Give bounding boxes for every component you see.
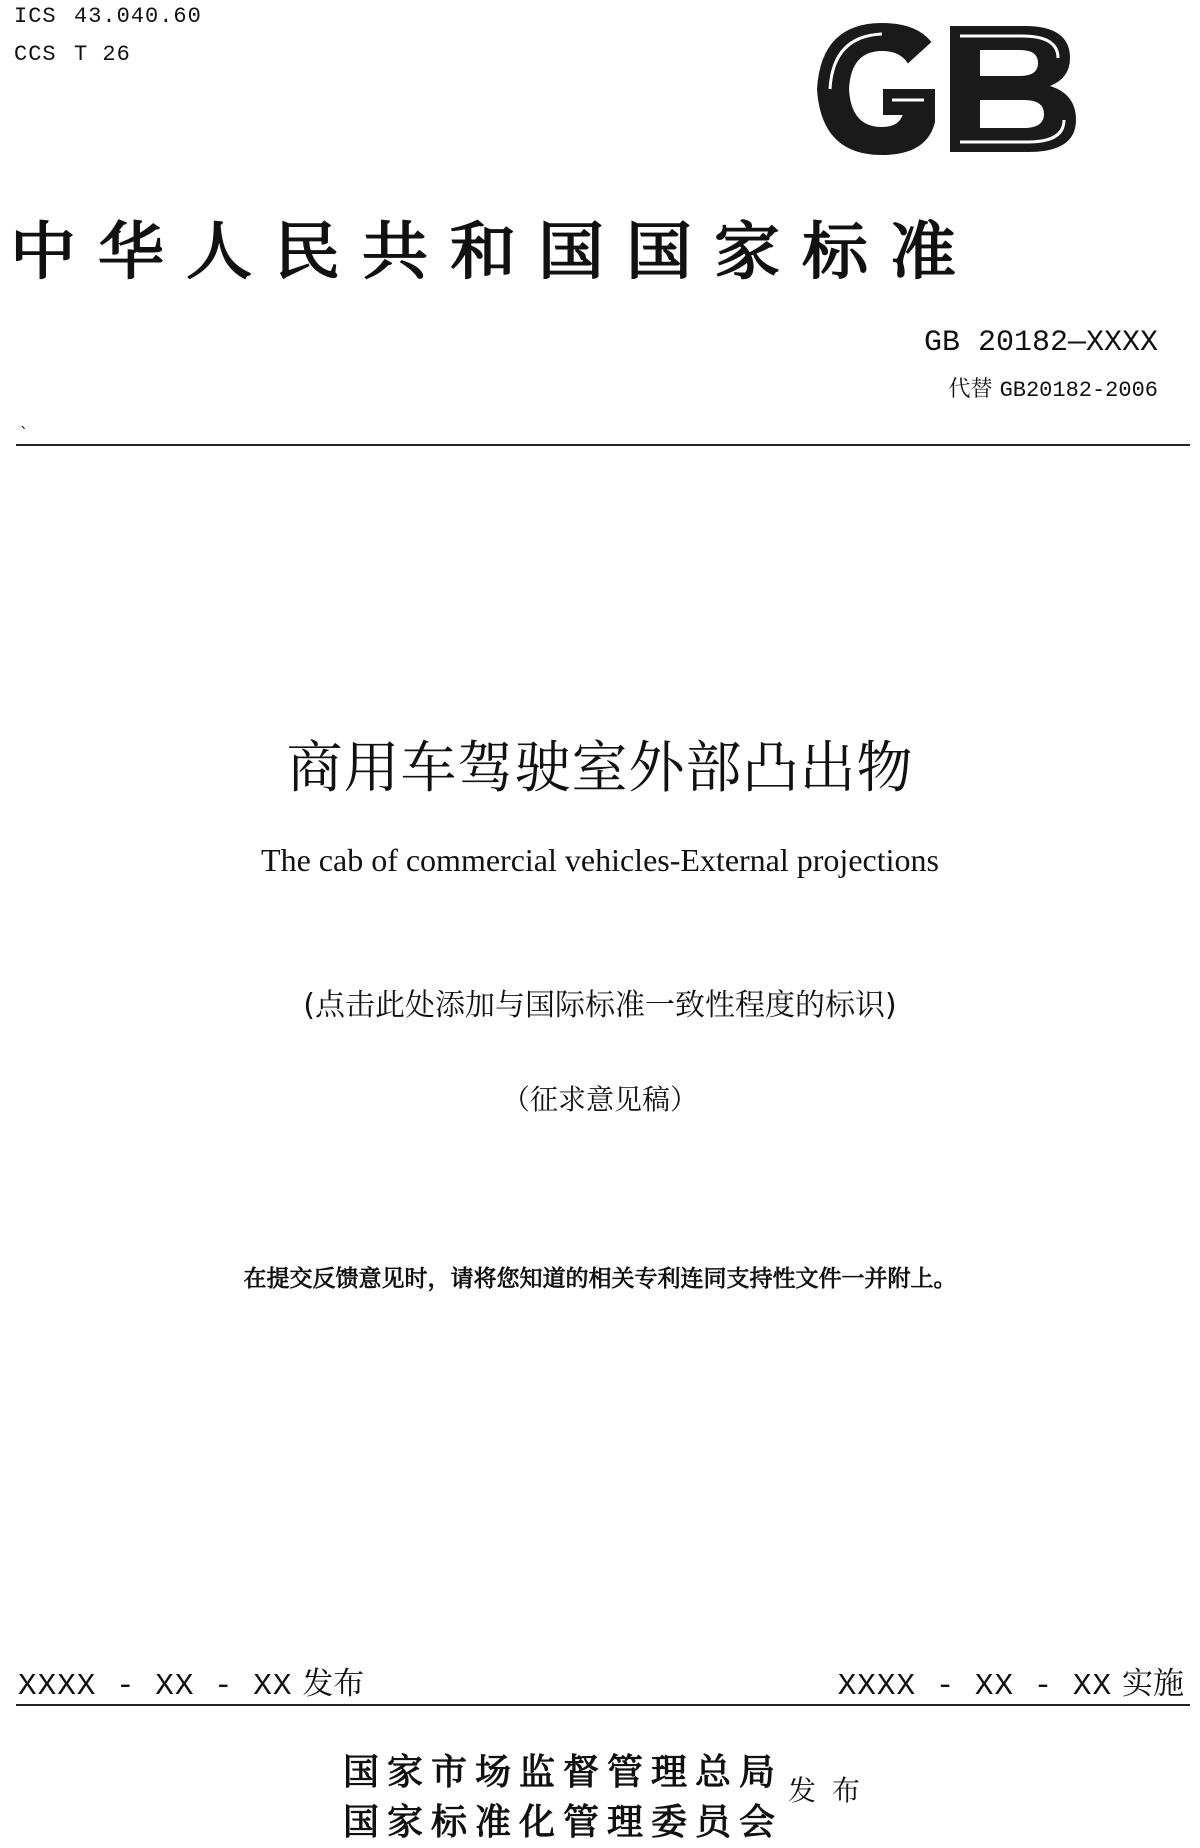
ccs-value: T 26 bbox=[74, 42, 131, 67]
national-standard-title: 中华人民共和国国家标准 bbox=[10, 214, 978, 289]
issue-label: 发布 bbox=[788, 1774, 877, 1807]
title-english: The cab of commercial vehicles-External projections bbox=[261, 842, 939, 878]
ccs-code bbox=[14, 42, 131, 67]
implement-date-label: 实施 bbox=[1122, 1666, 1184, 1702]
tick-mark: ` bbox=[20, 424, 28, 443]
implement-date-value: XXXX - XX - XX bbox=[837, 1669, 1113, 1704]
replaces-code: GB20182-2006 bbox=[999, 378, 1158, 403]
issuer-samr: 国家市场监督管理总局 bbox=[343, 1751, 784, 1793]
international-consistency-note[interactable]: (点击此处添加与国际标准一致性程度的标识) bbox=[303, 988, 897, 1023]
publish-date-label: 发布 bbox=[302, 1666, 365, 1702]
footer-divider bbox=[16, 1704, 1190, 1706]
replaces-label: 代替 bbox=[948, 377, 993, 402]
issuer-sac: 国家标准化管理委员会 bbox=[343, 1801, 784, 1843]
title-chinese: 商用车驾驶室外部凸出物 bbox=[286, 736, 914, 801]
gb-logo bbox=[800, 14, 1085, 164]
publish-date bbox=[18, 1658, 364, 1704]
publish-date-value: XXXX - XX - XX bbox=[18, 1669, 293, 1704]
header-divider bbox=[16, 444, 1190, 446]
draft-status: （征求意见稿） bbox=[501, 1083, 698, 1116]
ics-code bbox=[14, 4, 202, 29]
standard-number: GB 20182—XXXX bbox=[923, 326, 1158, 360]
ics-label: ICS bbox=[14, 4, 57, 29]
implement-date bbox=[838, 1658, 1184, 1704]
replaces-standard bbox=[949, 372, 1158, 403]
ics-value: 43.040.60 bbox=[74, 4, 202, 29]
patent-notice: 在提交反馈意见时，请将您知道的相关专利连同支持性文件一并附上。 bbox=[243, 1266, 957, 1292]
ccs-label: CCS bbox=[14, 42, 57, 67]
